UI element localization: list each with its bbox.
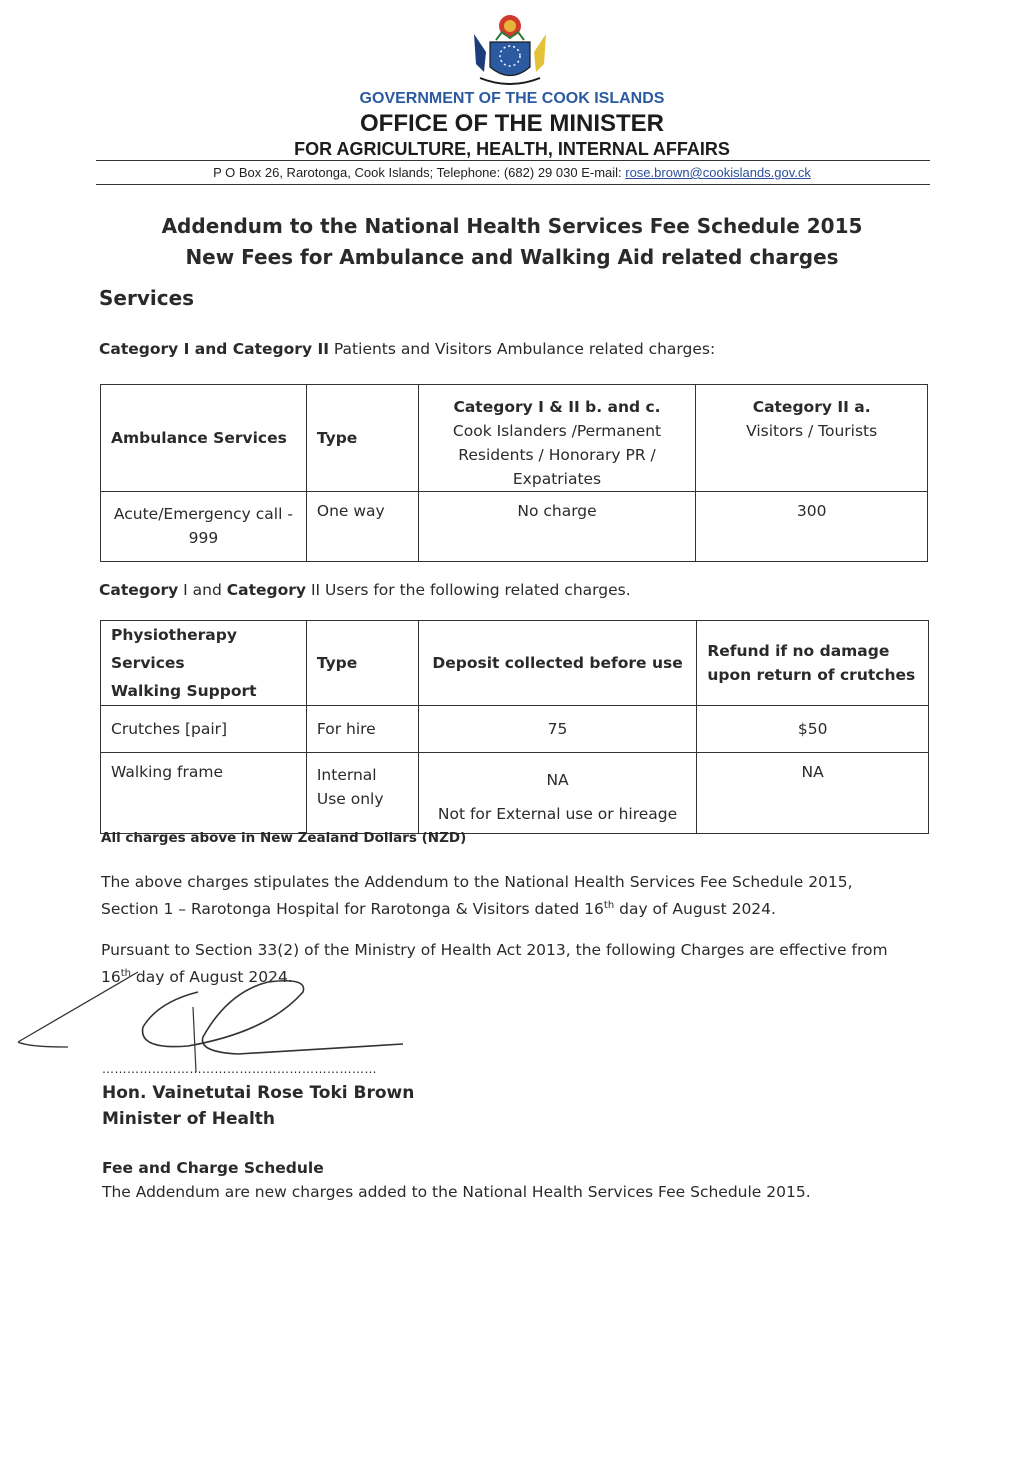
cell-deposit-note: Not for External use or hireage	[437, 805, 678, 823]
portfolio-line: FOR AGRICULTURE, HEALTH, INTERNAL AFFAIRS	[294, 139, 730, 159]
para1-sup: th	[603, 900, 615, 911]
table-header-row	[101, 385, 928, 492]
para1-text-b: Section 1 – Rarotonga Hospital for Rarotonga & Visitors dated 16	[101, 900, 604, 919]
header-ambulance-services: Ambulance Services	[101, 385, 307, 492]
currency-note: All charges above in New Zealand Dollars (NZD)	[101, 830, 467, 846]
intro-mid: I and	[178, 581, 227, 599]
cell-refund: NA	[697, 753, 929, 834]
cell-refund: $50	[697, 706, 929, 753]
document-title: Addendum to the National Health Services Fee Schedule 2015	[161, 214, 863, 238]
signature-image	[8, 962, 418, 1072]
table-row	[101, 706, 929, 753]
document-subtitle: New Fees for Ambulance and Walking Aid related charges	[185, 245, 839, 269]
table-header-row	[101, 621, 929, 706]
contact-line	[0, 165, 1024, 180]
cell-service: Walking frame	[101, 753, 307, 834]
category-1-desc: Cook Islanders /Permanent Residents / Honorary PR / Expatriates	[452, 422, 662, 488]
intro-text: II Users for the following related charges.	[306, 581, 631, 599]
category-2-desc: Visitors / Tourists	[746, 422, 878, 440]
cell-deposit	[418, 753, 697, 834]
cell-service: Crutches [pair]	[101, 706, 307, 753]
header-category-1	[418, 385, 696, 492]
category-2-title: Category II a.	[752, 398, 871, 416]
paragraph-effective-line1: Pursuant to Section 33(2) of the Ministry of Health Act 2013, the following Charges are effective from	[101, 941, 888, 959]
signer-role: Minister of Health	[102, 1109, 276, 1129]
table-row	[101, 492, 928, 562]
header-physio-line2: Walking Support	[111, 682, 257, 700]
intro-bold-1: Category	[99, 581, 179, 599]
government-name: GOVERNMENT OF THE COOK ISLANDS	[359, 90, 665, 107]
paragraph-addendum	[101, 870, 921, 921]
header-divider-bottom	[96, 184, 930, 185]
header-refund	[697, 621, 929, 706]
signature-line: …………………………………………………………	[102, 1062, 377, 1076]
header-type: Type	[306, 621, 418, 706]
cell-type-line1: Internal	[316, 766, 377, 784]
cell-type	[306, 753, 418, 834]
cell-type: For hire	[306, 706, 418, 753]
cell-deposit-value: NA	[546, 771, 569, 789]
paragraph-addendum-line2	[101, 894, 921, 921]
para1-text-c: day of August 2024.	[614, 900, 776, 919]
services-heading: Services	[99, 286, 195, 310]
para2-text-c: day of August 2024.	[131, 968, 293, 987]
header-refund-line2: upon return of crutches	[707, 666, 916, 684]
header-physiotherapy	[101, 621, 307, 706]
intro-bold-2: Category	[226, 581, 307, 599]
paragraph-addendum-line1: The above charges stipulates the Addendum to the National Health Services Fee Schedule 2015,	[101, 873, 853, 891]
cell-type: One way	[306, 492, 418, 562]
header-type: Type	[306, 385, 418, 492]
table-row	[101, 753, 929, 834]
signer-name: Hon. Vainetutai Rose Toki Brown	[102, 1083, 415, 1103]
cell-deposit: 75	[418, 706, 697, 753]
ambulance-intro	[99, 340, 715, 358]
header-divider-top	[96, 160, 930, 161]
para2-text-b: 16	[101, 968, 121, 987]
cell-category-1: No charge	[418, 492, 696, 562]
email-link[interactable]: rose.brown@cookislands.gov.ck	[625, 165, 811, 180]
ambulance-intro-bold: Category I and Category II	[99, 340, 329, 358]
header-physio-line1: Physiotherapy Services	[111, 626, 237, 672]
header-category-2	[696, 385, 928, 492]
cell-type-line2: Use only	[316, 790, 384, 808]
cell-category-2: 300	[696, 492, 928, 562]
office-name: OFFICE OF THE MINISTER	[360, 110, 664, 137]
ambulance-intro-text: Patients and Visitors Ambulance related charges:	[328, 340, 716, 358]
ambulance-table	[100, 384, 928, 562]
para2-sup: th	[120, 968, 131, 979]
fee-schedule-text: The Addendum are new charges added to the National Health Services Fee Schedule 2015.	[102, 1183, 811, 1201]
walking-support-intro	[99, 581, 631, 599]
contact-text: P O Box 26, Rarotonga, Cook Islands; Telephone: (682) 29 030 E-mail:	[213, 165, 626, 180]
coat-of-arms-icon	[466, 12, 554, 90]
category-1-title: Category I & II b. and c.	[453, 398, 661, 416]
header-refund-line1: Refund if no damage	[707, 642, 890, 660]
header-deposit: Deposit collected before use	[418, 621, 697, 706]
fee-schedule-heading: Fee and Charge Schedule	[102, 1159, 324, 1177]
cell-service: Acute/Emergency call - 999	[101, 492, 307, 562]
walking-support-table	[100, 620, 929, 834]
